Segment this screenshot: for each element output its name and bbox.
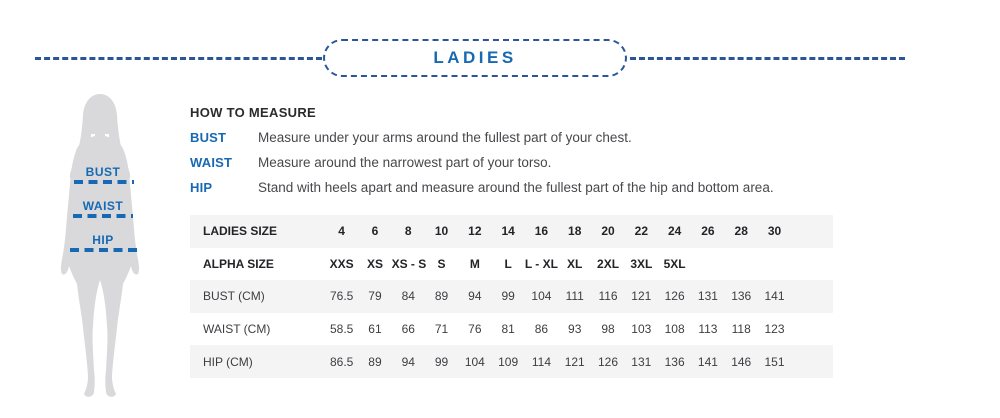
size-cell: 76 xyxy=(468,322,482,337)
row-label: ALPHA SIZE xyxy=(203,256,274,271)
divider-dash-left xyxy=(35,57,322,60)
neck-shape xyxy=(95,122,105,137)
measure-item xyxy=(190,130,880,145)
size-cell: 3XL xyxy=(630,256,653,271)
size-cell: XS - S xyxy=(391,256,427,271)
size-cell: 94 xyxy=(401,354,415,369)
figure-bust-label: BUST xyxy=(85,165,121,179)
size-cell: 151 xyxy=(764,354,785,369)
size-cell: 131 xyxy=(631,354,652,369)
size-cell: 66 xyxy=(401,322,415,337)
size-cell: 86 xyxy=(534,322,549,337)
measure-item xyxy=(190,180,880,195)
size-cell: 104 xyxy=(464,354,485,369)
size-cell: 16 xyxy=(534,224,549,239)
size-cell: XXS xyxy=(329,256,354,271)
size-cell: 81 xyxy=(501,322,515,337)
size-cell: 4 xyxy=(338,224,345,239)
size-cell: 76.5 xyxy=(329,289,354,304)
size-cell: L - XL xyxy=(524,256,558,271)
row-label: LADIES SIZE xyxy=(203,224,278,239)
size-cell: 26 xyxy=(701,224,715,239)
measure-item xyxy=(190,155,880,170)
size-cell: L xyxy=(504,256,512,271)
measure-description: Measure around the narrowest part of your torso. xyxy=(258,155,552,170)
size-cell: 84 xyxy=(401,289,415,304)
measure-term: WAIST xyxy=(190,155,233,170)
section-title: LADIES xyxy=(433,48,517,67)
size-table xyxy=(190,215,833,378)
size-cell: 89 xyxy=(434,289,449,304)
size-cell: 141 xyxy=(697,354,718,369)
table-row-ladies-size xyxy=(190,215,833,248)
size-cell: 5XL xyxy=(663,256,686,271)
size-cell: 18 xyxy=(568,224,582,239)
size-cell: XL xyxy=(567,256,583,271)
size-cell: 12 xyxy=(468,224,482,239)
size-cell: 118 xyxy=(731,322,751,337)
how-to-measure-title: HOW TO MEASURE xyxy=(190,105,317,120)
size-cell: 109 xyxy=(498,354,519,369)
size-cell: 103 xyxy=(631,322,652,337)
row-label: BUST (CM) xyxy=(203,289,265,304)
size-cell: 22 xyxy=(634,224,648,239)
size-cell: 108 xyxy=(664,322,685,337)
table-row-waist-cm xyxy=(190,313,833,346)
size-cell: 99 xyxy=(434,354,449,369)
size-cell: 121 xyxy=(564,354,585,369)
size-cell: 136 xyxy=(731,289,752,304)
size-cell: 98 xyxy=(601,322,615,337)
size-cell: 114 xyxy=(531,354,551,369)
section-title-pill xyxy=(323,39,627,77)
size-cell: 89 xyxy=(368,354,382,369)
size-cell: 79 xyxy=(368,289,382,304)
size-cell: 28 xyxy=(734,224,748,239)
size-cell: 131 xyxy=(697,289,718,304)
size-cell: 2XL xyxy=(597,256,620,271)
table-row-hip-cm xyxy=(190,345,833,378)
size-cell: 61 xyxy=(368,322,382,337)
row-label: WAIST (CM) xyxy=(203,322,271,337)
size-cell: M xyxy=(469,256,480,271)
size-cell: 10 xyxy=(434,224,449,239)
size-cell: 58.5 xyxy=(329,322,354,337)
measure-description: Stand with heels apart and measure around the fullest part of the hip and bottom area. xyxy=(258,180,774,195)
size-cell: 141 xyxy=(764,289,785,304)
figure-hip-label: HIP xyxy=(92,233,114,247)
size-cell: S xyxy=(437,256,446,271)
measure-description: Measure under your arms around the fullest part of your chest. xyxy=(258,130,632,145)
table-row-bust-cm xyxy=(190,280,833,313)
size-cell: 146 xyxy=(731,354,752,369)
how-to-measure-section xyxy=(190,105,880,205)
measurement-figure xyxy=(47,92,153,404)
size-cell: 123 xyxy=(764,322,785,337)
table-row-alpha-size xyxy=(190,248,833,281)
size-cell: 8 xyxy=(404,224,412,239)
size-cell: 104 xyxy=(531,289,552,304)
size-cell: 30 xyxy=(767,224,782,239)
row-label: HIP (CM) xyxy=(203,354,253,369)
size-cell: 94 xyxy=(468,289,482,304)
size-cell: 111 xyxy=(565,289,584,304)
size-cell: 6 xyxy=(371,224,379,239)
size-cell: 99 xyxy=(501,289,515,304)
size-cell: 121 xyxy=(631,289,652,304)
size-cell: 24 xyxy=(667,224,682,239)
size-cell: 126 xyxy=(664,289,685,304)
measure-term: BUST xyxy=(190,130,227,145)
size-cell: 20 xyxy=(601,224,615,239)
figure-waist-label: WAIST xyxy=(82,199,124,213)
size-cell: 71 xyxy=(434,322,449,337)
size-cell: XS xyxy=(366,256,383,271)
size-cell: 14 xyxy=(501,224,515,239)
size-cell: 86.5 xyxy=(329,354,354,369)
measure-term: HIP xyxy=(190,180,213,195)
size-cell: 136 xyxy=(664,354,685,369)
size-cell: 93 xyxy=(568,322,582,337)
size-cell: 116 xyxy=(598,289,618,304)
measure-list xyxy=(190,130,880,195)
size-cell: 113 xyxy=(698,322,718,337)
divider-dash-right xyxy=(630,57,905,60)
size-cell: 126 xyxy=(598,354,619,369)
